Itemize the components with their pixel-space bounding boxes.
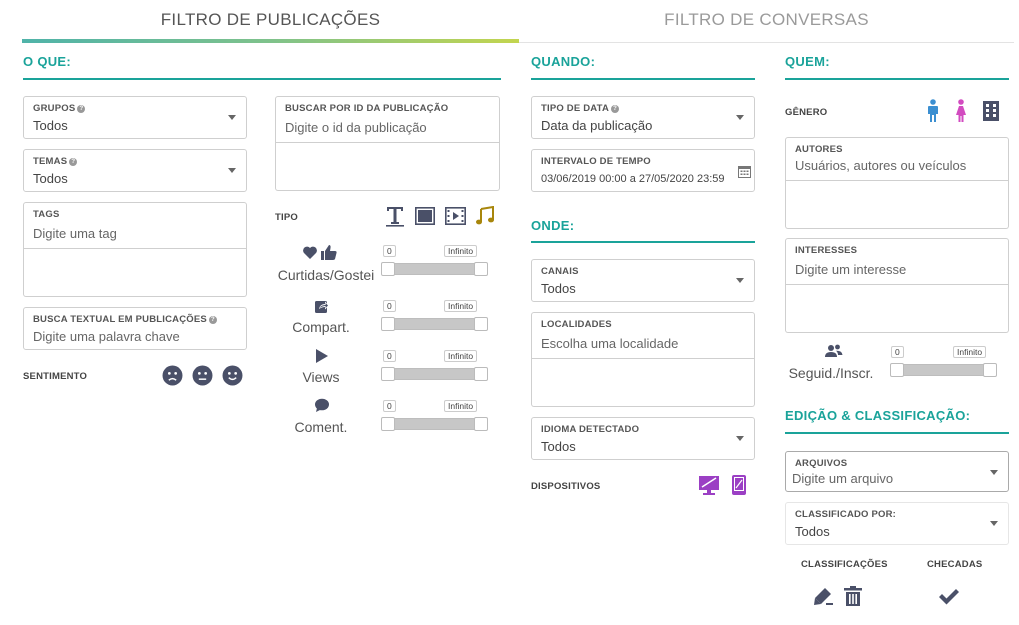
- canais-select[interactable]: [531, 259, 755, 302]
- slider-min-handle[interactable]: [381, 262, 395, 276]
- metric-label-seguidores: Seguid./Inscr.: [788, 365, 874, 381]
- chevron-down-icon: [990, 470, 998, 475]
- slider-max-handle[interactable]: [474, 317, 488, 331]
- compart-min-value[interactable]: 0: [383, 300, 396, 312]
- tags-placeholder: Digite uma tag: [33, 226, 117, 241]
- chevron-down-icon: [736, 436, 744, 441]
- arquivos-select[interactable]: [785, 451, 1009, 492]
- buscar-id-input[interactable]: [275, 96, 500, 143]
- slider-min-handle[interactable]: [381, 417, 395, 431]
- tab-publicacoes[interactable]: [22, 0, 519, 43]
- grupos-label: GRUPOS: [33, 103, 76, 114]
- help-icon[interactable]: ?: [77, 105, 85, 113]
- coment-max-value[interactable]: Infinito: [444, 400, 477, 412]
- localidades-placeholder: Escolha uma localidade: [541, 336, 679, 351]
- play-icon: [310, 348, 334, 366]
- chevron-down-icon: [736, 278, 744, 283]
- compart-range-slider[interactable]: [381, 318, 488, 330]
- seguidores-min-value[interactable]: 0: [891, 346, 904, 358]
- checadas-label: CHECADAS: [927, 559, 983, 570]
- coment-min-value[interactable]: 0: [383, 400, 396, 412]
- slider-max-handle[interactable]: [474, 262, 488, 276]
- help-icon[interactable]: ?: [69, 158, 77, 166]
- chevron-down-icon: [228, 115, 236, 120]
- tab-publicacoes-label: FILTRO DE PUBLICAÇÕES: [160, 10, 381, 29]
- section-title-edicao: EDIÇÃO & CLASSIFICAÇÃO:: [785, 408, 971, 423]
- views-min-value[interactable]: 0: [383, 350, 396, 362]
- comment-icon: [310, 398, 334, 416]
- tags-selected-area[interactable]: [23, 249, 247, 297]
- views-range-slider[interactable]: [381, 368, 488, 380]
- canais-value: Todos: [541, 281, 576, 296]
- image-type-icon[interactable]: [414, 205, 436, 227]
- help-icon[interactable]: ?: [209, 316, 217, 324]
- dispositivos-label: DISPOSITIVOS: [531, 481, 601, 492]
- buscar-id-label: BUSCAR POR ID DA PUBLICAÇÃO: [285, 103, 449, 114]
- interesses-input[interactable]: [785, 238, 1009, 285]
- temas-select[interactable]: [23, 149, 247, 192]
- section-title-onde: ONDE:: [531, 218, 575, 233]
- interesses-selected-area[interactable]: [785, 285, 1009, 333]
- localidades-selected-area[interactable]: [531, 359, 755, 407]
- section-rule-quem: [785, 78, 1009, 80]
- autores-input[interactable]: [785, 137, 1009, 181]
- section-rule-quando: [531, 78, 755, 80]
- organization-icon[interactable]: [981, 99, 1001, 123]
- curtidas-max-value[interactable]: Infinito: [444, 245, 477, 257]
- section-title-oque: O QUE:: [23, 54, 72, 69]
- chevron-down-icon: [990, 521, 998, 526]
- curtidas-min-value[interactable]: 0: [383, 245, 396, 257]
- video-type-icon[interactable]: [444, 205, 466, 227]
- sentimento-label: SENTIMENTO: [23, 371, 88, 382]
- classificado-value: Todos: [795, 524, 830, 539]
- classificado-label: CLASSIFICADO POR:: [795, 509, 897, 520]
- tipo-label: TIPO: [275, 212, 298, 223]
- tipo-data-select[interactable]: [531, 96, 755, 139]
- grupos-value: Todos: [33, 118, 68, 133]
- help-icon[interactable]: ?: [611, 105, 619, 113]
- metric-label-compart: Compart.: [292, 319, 350, 335]
- section-rule-edicao: [785, 432, 1009, 434]
- arquivos-label: ARQUIVOS: [795, 458, 848, 469]
- calendar-icon[interactable]: [737, 164, 751, 178]
- share-icon: [310, 298, 334, 318]
- checkmark-icon[interactable]: [937, 584, 961, 608]
- slider-min-handle[interactable]: [890, 363, 904, 377]
- tab-conversas[interactable]: [519, 0, 1014, 43]
- interesses-placeholder: Digite um interesse: [795, 262, 907, 277]
- genero-label: GÊNERO: [785, 107, 828, 118]
- slider-max-handle[interactable]: [474, 367, 488, 381]
- arquivos-placeholder: Digite um arquivo: [792, 471, 894, 486]
- localidades-label: LOCALIDADES: [541, 319, 612, 330]
- mobile-icon[interactable]: [729, 473, 749, 497]
- idioma-select[interactable]: [531, 417, 755, 460]
- chevron-down-icon: [736, 115, 744, 120]
- tipo-data-value: Data da publicação: [541, 118, 653, 133]
- busca-label: BUSCA TEXTUAL EM PUBLICAÇÕES: [33, 314, 207, 325]
- active-tab-indicator: [22, 39, 519, 43]
- slider-max-handle[interactable]: [474, 417, 488, 431]
- section-rule-onde: [531, 241, 755, 243]
- idioma-label: IDIOMA DETECTADO: [541, 424, 640, 435]
- slider-min-handle[interactable]: [381, 317, 395, 331]
- chevron-down-icon: [228, 168, 236, 173]
- desktop-icon[interactable]: [697, 473, 721, 497]
- grupos-select[interactable]: [23, 96, 247, 139]
- busca-placeholder: Digite uma palavra chave: [33, 329, 180, 344]
- busca-textual-input[interactable]: [23, 307, 247, 350]
- localidades-input[interactable]: [531, 312, 755, 359]
- tab-conversas-label: FILTRO DE CONVERSAS: [664, 10, 869, 29]
- section-rule-oque: [23, 78, 501, 80]
- intervalo-tempo-input[interactable]: [531, 149, 755, 192]
- happy-face-icon[interactable]: [221, 364, 243, 386]
- tipo-data-label: TIPO DE DATA: [541, 103, 610, 114]
- temas-value: Todos: [33, 171, 68, 186]
- temas-label: TEMAS: [33, 156, 68, 167]
- tags-input[interactable]: [23, 202, 247, 249]
- like-heart-icon: [300, 243, 344, 263]
- metric-label-coment: Coment.: [294, 419, 348, 435]
- pencil-icon[interactable]: [811, 583, 835, 609]
- classificado-por-select[interactable]: [785, 502, 1009, 545]
- curtidas-range-slider[interactable]: [381, 263, 488, 275]
- metric-label-views: Views: [302, 369, 340, 385]
- buscar-id-placeholder: Digite o id da publicação: [285, 120, 427, 135]
- classificacoes-label: CLASSIFICAÇÕES: [801, 559, 888, 570]
- tags-label: TAGS: [33, 209, 60, 220]
- text-type-icon[interactable]: [384, 204, 406, 228]
- interesses-label: INTERESSES: [795, 245, 858, 256]
- intervalo-label: INTERVALO DE TEMPO: [541, 156, 651, 167]
- section-title-quando: QUANDO:: [531, 54, 596, 69]
- canais-label: CANAIS: [541, 266, 579, 277]
- autores-label: AUTORES: [795, 144, 843, 155]
- views-max-value[interactable]: Infinito: [444, 350, 477, 362]
- buscar-id-selected-area[interactable]: [275, 143, 500, 191]
- slider-max-handle[interactable]: [983, 363, 997, 377]
- male-icon[interactable]: [925, 99, 941, 123]
- followers-icon: [822, 344, 846, 362]
- coment-range-slider[interactable]: [381, 418, 488, 430]
- seguidores-range-slider[interactable]: [890, 364, 997, 376]
- audio-type-icon[interactable]: [474, 204, 496, 228]
- slider-min-handle[interactable]: [381, 367, 395, 381]
- compart-max-value[interactable]: Infinito: [444, 300, 477, 312]
- autores-selected-area[interactable]: [785, 181, 1009, 229]
- female-icon[interactable]: [953, 99, 969, 123]
- autores-placeholder: Usuários, autores ou veículos: [795, 158, 967, 173]
- metric-label-curtidas: Curtidas/Gostei: [277, 267, 375, 283]
- filter-tabs: [22, 0, 1014, 43]
- idioma-value: Todos: [541, 439, 576, 454]
- neutral-face-icon[interactable]: [191, 364, 213, 386]
- seguidores-max-value[interactable]: Infinito: [953, 346, 986, 358]
- intervalo-value: 03/06/2019 00:00 a 27/05/2020 23:59: [541, 173, 725, 185]
- section-title-quem: QUEM:: [785, 54, 830, 69]
- trash-icon[interactable]: [841, 583, 865, 609]
- sad-face-icon[interactable]: [161, 364, 183, 386]
